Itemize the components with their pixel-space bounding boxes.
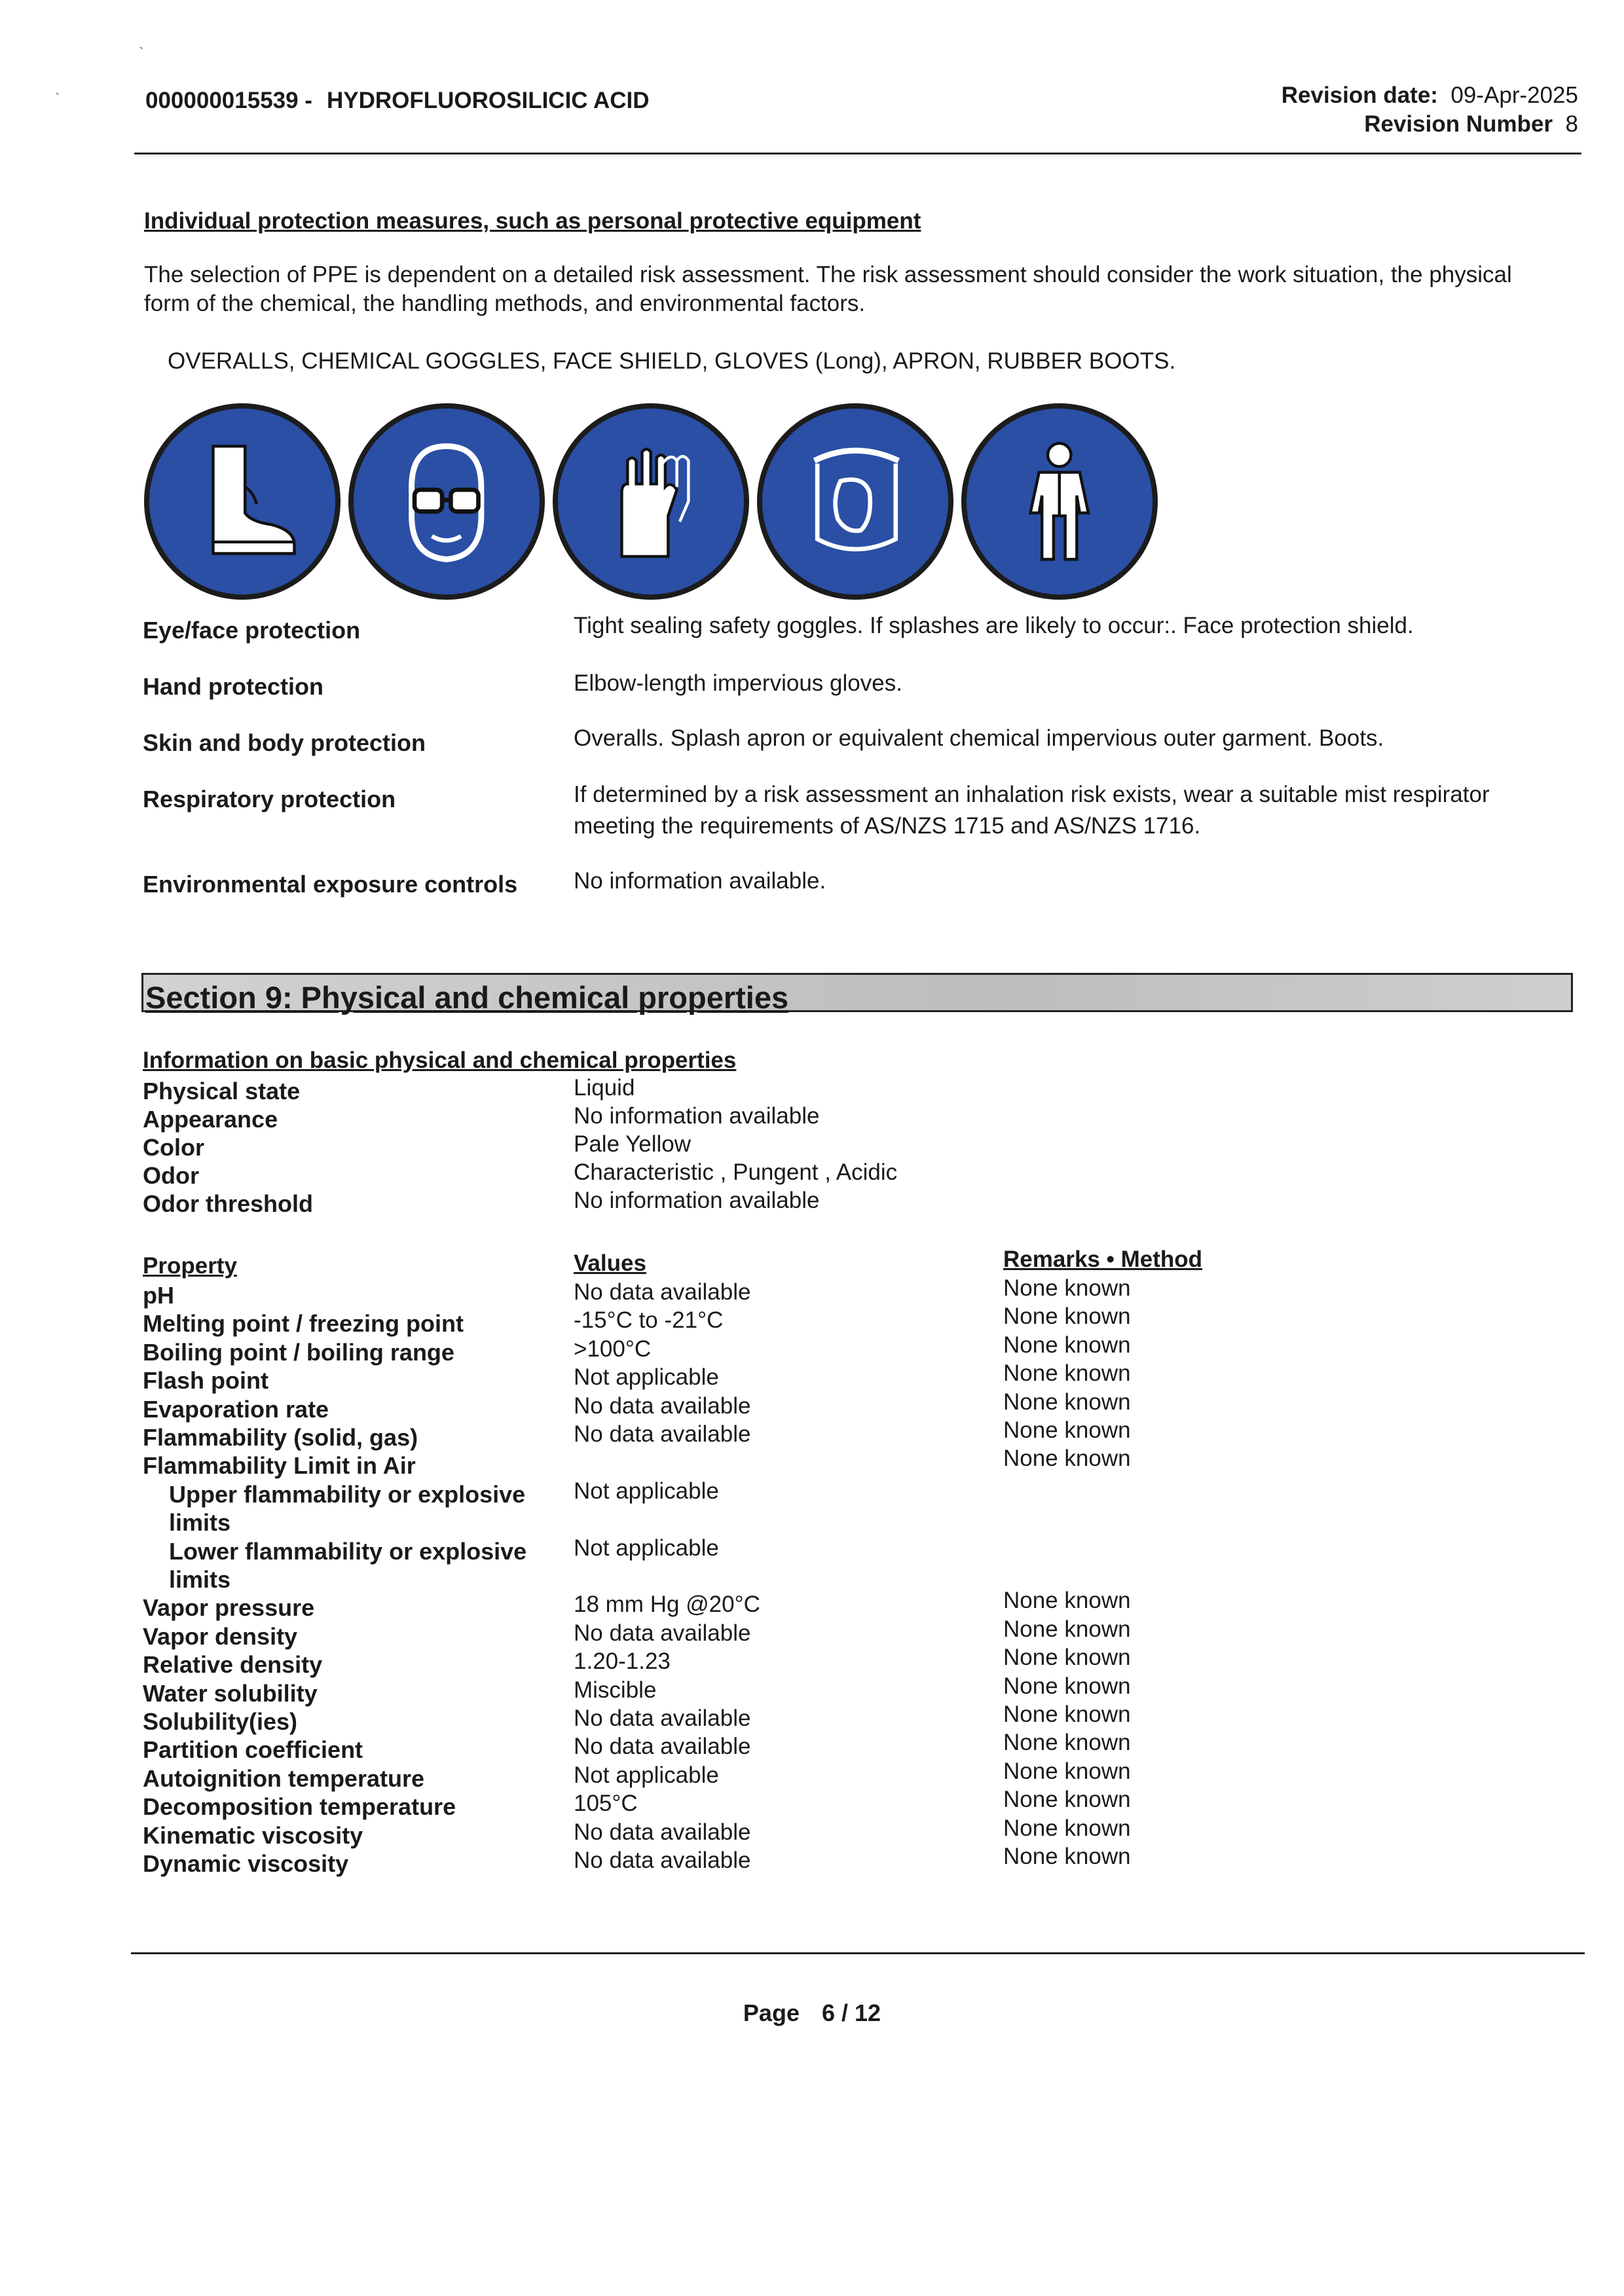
property-label: Vapor pressure <box>143 1594 315 1622</box>
property-label: Lower flammability or explosive <box>169 1537 527 1565</box>
basic-property-label: Odor <box>143 1162 199 1189</box>
footer-divider <box>131 1952 1585 1954</box>
property-remark: None known <box>1003 1360 1131 1387</box>
revision-number-label: Revision Number <box>1364 111 1553 137</box>
protection-label: Skin and body protection <box>143 729 426 756</box>
basic-properties-heading: Information on basic physical and chemical properties <box>143 1048 737 1073</box>
protection-value: Overalls. Splash apron or equivalent chemical impervious outer garment. Boots. <box>574 725 1384 751</box>
basic-property-value: No information available <box>574 1188 820 1213</box>
product-code: 000000015539 - <box>145 88 312 113</box>
property-label: Dynamic viscosity <box>143 1850 349 1877</box>
page-indicator <box>0 1999 1624 2027</box>
property-remark: None known <box>1003 1303 1131 1330</box>
property-label: Evaporation rate <box>143 1395 329 1423</box>
header-divider <box>134 153 1581 155</box>
revision-date-label: Revision date: <box>1281 82 1438 108</box>
property-remark: None known <box>1003 1787 1131 1813</box>
protection-label: Respiratory protection <box>143 786 396 812</box>
goggles-icon <box>348 403 545 600</box>
property-label: Relative density <box>143 1651 323 1679</box>
property-remark: None known <box>1003 1673 1131 1699</box>
property-value: >100°C <box>574 1336 652 1362</box>
property-label: Water solubility <box>143 1679 318 1707</box>
property-value: No data available <box>574 1705 751 1731</box>
property-value: Miscible <box>574 1677 657 1703</box>
property-remark: None known <box>1003 1815 1131 1841</box>
property-value: No data available <box>574 1734 751 1760</box>
protection-value: Elbow-length impervious gloves. <box>574 670 902 696</box>
property-value: 18 mm Hg @20°C <box>574 1592 760 1618</box>
basic-property-value: No information available <box>574 1103 820 1129</box>
property-value: -15°C to -21°C <box>574 1307 724 1334</box>
ppe-pictograms <box>144 403 1179 613</box>
column-header-property: Property <box>143 1253 237 1279</box>
ppe-equipment-list: OVERALLS, CHEMICAL GOGGLES, FACE SHIELD, GLOVES (Long), APRON, RUBBER BOOTS. <box>168 348 1176 374</box>
face-shield-icon <box>757 403 953 600</box>
property-label: Melting point / freezing point <box>143 1310 464 1338</box>
property-label: Upper flammability or explosive <box>169 1480 526 1508</box>
property-label: Flammability Limit in Air <box>143 1452 416 1480</box>
protection-value: If determined by a risk assessment an inhalation risk exists, wear a suitable mist respirator meeting the requirements of AS/NZS 1715 and AS/NZS 1716. <box>574 782 1490 839</box>
property-remark: None known <box>1003 1275 1131 1301</box>
property-label: pH <box>143 1282 174 1309</box>
overalls-icon <box>961 403 1158 600</box>
revision-date: 09-Apr-2025 <box>1450 82 1578 108</box>
gloves-icon <box>553 403 749 600</box>
basic-property-value: Pale Yellow <box>574 1131 692 1157</box>
column-header-remarks: Remarks • Method <box>1003 1247 1202 1272</box>
protection-value: Tight sealing safety goggles. If splashes are likely to occur:. Face protection shield. <box>574 613 1414 638</box>
protection-value: No information available. <box>574 868 826 894</box>
basic-property-label: Appearance <box>143 1106 278 1133</box>
property-label: Boiling point / boiling range <box>143 1338 454 1366</box>
property-value: No data available <box>574 1819 751 1845</box>
property-value: Not applicable <box>574 1364 719 1391</box>
property-label-continued: limits <box>169 1566 231 1593</box>
property-remark: None known <box>1003 1645 1131 1671</box>
boot-icon <box>144 403 341 600</box>
ppe-heading: Individual protection measures, such as personal protective equipment <box>144 208 921 234</box>
scan-mark: ` <box>55 90 60 107</box>
property-value: 105°C <box>574 1791 638 1817</box>
property-remark: None known <box>1003 1844 1131 1869</box>
section-9-title: Section 9: Physical and chemical properties <box>145 980 789 1015</box>
page-label: Page <box>743 1999 800 2026</box>
property-remark: None known <box>1003 1588 1131 1614</box>
basic-property-label: Physical state <box>143 1078 301 1104</box>
property-value: 1.20-1.23 <box>574 1649 671 1675</box>
property-value: No data available <box>574 1393 751 1419</box>
property-remark: None known <box>1003 1332 1131 1358</box>
basic-property-label: Odor threshold <box>143 1190 313 1217</box>
property-remark: None known <box>1003 1702 1131 1727</box>
protection-label: Eye/face protection <box>143 617 361 644</box>
protection-label: Environmental exposure controls <box>143 871 518 898</box>
property-label-continued: limits <box>169 1509 231 1537</box>
scan-mark: ` <box>139 45 144 61</box>
document-title <box>145 88 650 114</box>
property-value: No data available <box>574 1279 751 1305</box>
column-header-values: Values <box>574 1250 646 1276</box>
property-remark: None known <box>1003 1417 1131 1443</box>
property-label: Partition coefficient <box>143 1736 363 1764</box>
property-label: Kinematic viscosity <box>143 1821 363 1849</box>
basic-property-value: Liquid <box>574 1075 635 1101</box>
protection-label: Hand protection <box>143 673 323 700</box>
property-label: Solubility(ies) <box>143 1708 298 1735</box>
property-remark: None known <box>1003 1758 1131 1784</box>
property-value: No data available <box>574 1848 751 1873</box>
property-value: Not applicable <box>574 1478 719 1504</box>
property-remark: None known <box>1003 1389 1131 1415</box>
property-value: No data available <box>574 1620 751 1646</box>
revision-number: 8 <box>1565 111 1578 137</box>
page-number: 6 / 12 <box>821 1999 881 2026</box>
property-remark: None known <box>1003 1616 1131 1642</box>
basic-property-value: Characteristic , Pungent , Acidic <box>574 1159 898 1185</box>
property-remark: None known <box>1003 1730 1131 1756</box>
ppe-intro: The selection of PPE is dependent on a detailed risk assessment. The risk assessment should consider the work situation, the physical form of the chemical, the handling methods, and environmental factors. <box>144 262 1512 316</box>
property-label: Decomposition temperature <box>143 1793 456 1821</box>
product-name: HYDROFLUOROSILICIC ACID <box>326 88 650 113</box>
property-value: No data available <box>574 1421 751 1447</box>
property-label: Autoignition temperature <box>143 1764 424 1792</box>
property-remark: None known <box>1003 1446 1131 1472</box>
property-label: Vapor density <box>143 1622 298 1650</box>
revision-info <box>1282 81 1578 139</box>
property-label: Flash point <box>143 1367 268 1394</box>
property-label: Flammability (solid, gas) <box>143 1424 418 1451</box>
basic-property-label: Color <box>143 1134 204 1161</box>
property-value: Not applicable <box>574 1762 719 1788</box>
property-value: Not applicable <box>574 1535 719 1561</box>
